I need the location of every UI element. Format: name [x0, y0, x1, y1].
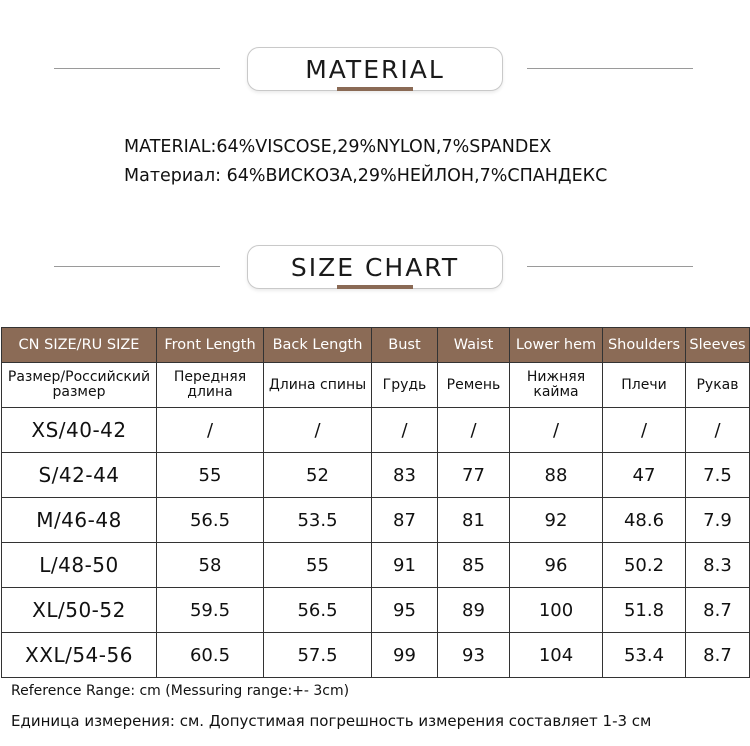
value-cell: 60.5 — [157, 633, 264, 678]
header-cell: Sleeves — [686, 328, 750, 363]
header-cell: Front Length — [157, 328, 264, 363]
table-row — [2, 498, 750, 543]
value-cell: 95 — [372, 588, 438, 633]
header-ru-cell: Передняя длина — [157, 363, 264, 408]
value-cell: / — [438, 408, 510, 453]
value-cell: 91 — [372, 543, 438, 588]
value-cell: 89 — [438, 588, 510, 633]
header-ru-cell: Рукав — [686, 363, 750, 408]
size-cell: L/48-50 — [2, 543, 157, 588]
value-cell: 50.2 — [603, 543, 686, 588]
value-cell: 52 — [264, 453, 372, 498]
size-cell: XS/40-42 — [2, 408, 157, 453]
header-cell: CN SIZE/RU SIZE — [2, 328, 157, 363]
heading-divider-left — [54, 266, 220, 267]
measurement-note-ru: Единица измерения: см. Допустимая погрешность измерения составляет 1-3 см — [11, 712, 652, 730]
value-cell: 56.5 — [157, 498, 264, 543]
size-cell: XXL/54-56 — [2, 633, 157, 678]
header-ru-cell: Грудь — [372, 363, 438, 408]
header-cell: Lower hem — [510, 328, 603, 363]
header-ru-cell: Длина спины — [264, 363, 372, 408]
value-cell: 8.7 — [686, 588, 750, 633]
value-cell: 77 — [438, 453, 510, 498]
heading-divider-right — [527, 266, 693, 267]
size-chart-heading: SIZE CHART — [247, 245, 503, 289]
value-cell: 53.4 — [603, 633, 686, 678]
value-cell: 81 — [438, 498, 510, 543]
material-heading-block — [0, 47, 750, 93]
size-chart-table — [1, 327, 750, 678]
heading-divider-right — [527, 68, 693, 69]
heading-accent-bar — [337, 87, 413, 91]
value-cell: / — [264, 408, 372, 453]
header-ru-cell: Плечи — [603, 363, 686, 408]
value-cell: / — [510, 408, 603, 453]
value-cell: 55 — [264, 543, 372, 588]
value-cell: 7.9 — [686, 498, 750, 543]
heading-divider-left — [54, 68, 220, 69]
value-cell: 8.3 — [686, 543, 750, 588]
value-cell: 47 — [603, 453, 686, 498]
value-cell: 83 — [372, 453, 438, 498]
value-cell: / — [157, 408, 264, 453]
size-chart-heading-block — [0, 245, 750, 291]
value-cell: 56.5 — [264, 588, 372, 633]
size-cell: XL/50-52 — [2, 588, 157, 633]
value-cell: / — [603, 408, 686, 453]
value-cell: 58 — [157, 543, 264, 588]
size-cell: M/46-48 — [2, 498, 157, 543]
reference-range-note: Reference Range: cm (Messuring range:+- 3cm) — [11, 683, 350, 699]
value-cell: 96 — [510, 543, 603, 588]
value-cell: 100 — [510, 588, 603, 633]
table-row — [2, 633, 750, 678]
value-cell: 53.5 — [264, 498, 372, 543]
table-row — [2, 408, 750, 453]
value-cell: 8.7 — [686, 633, 750, 678]
header-cell: Back Length — [264, 328, 372, 363]
value-cell: 85 — [438, 543, 510, 588]
value-cell: 48.6 — [603, 498, 686, 543]
value-cell: 57.5 — [264, 633, 372, 678]
value-cell: / — [686, 408, 750, 453]
table-row — [2, 543, 750, 588]
value-cell: 7.5 — [686, 453, 750, 498]
value-cell: 59.5 — [157, 588, 264, 633]
heading-accent-bar — [337, 285, 413, 289]
header-cell: Shoulders — [603, 328, 686, 363]
value-cell: 92 — [510, 498, 603, 543]
value-cell: 93 — [438, 633, 510, 678]
header-row-en — [2, 328, 750, 363]
header-ru-cell: Нижняя кайма — [510, 363, 603, 408]
header-cell: Bust — [372, 328, 438, 363]
table-row — [2, 453, 750, 498]
header-row-ru — [2, 363, 750, 408]
header-cell: Waist — [438, 328, 510, 363]
material-heading: MATERIAL — [247, 47, 503, 91]
material-composition-en: MATERIAL:64%VISCOSE,29%NYLON,7%SPANDEX — [124, 137, 552, 157]
value-cell: 99 — [372, 633, 438, 678]
value-cell: 55 — [157, 453, 264, 498]
header-ru-cell: Ремень — [438, 363, 510, 408]
size-cell: S/42-44 — [2, 453, 157, 498]
value-cell: 88 — [510, 453, 603, 498]
value-cell: 104 — [510, 633, 603, 678]
header-ru-cell: Размер/Российский размер — [2, 363, 157, 408]
value-cell: 87 — [372, 498, 438, 543]
value-cell: / — [372, 408, 438, 453]
value-cell: 51.8 — [603, 588, 686, 633]
table-row — [2, 588, 750, 633]
material-composition-ru: Материал: 64%ВИСКОЗА,29%НЕЙЛОН,7%СПАНДЕКС — [124, 166, 608, 186]
